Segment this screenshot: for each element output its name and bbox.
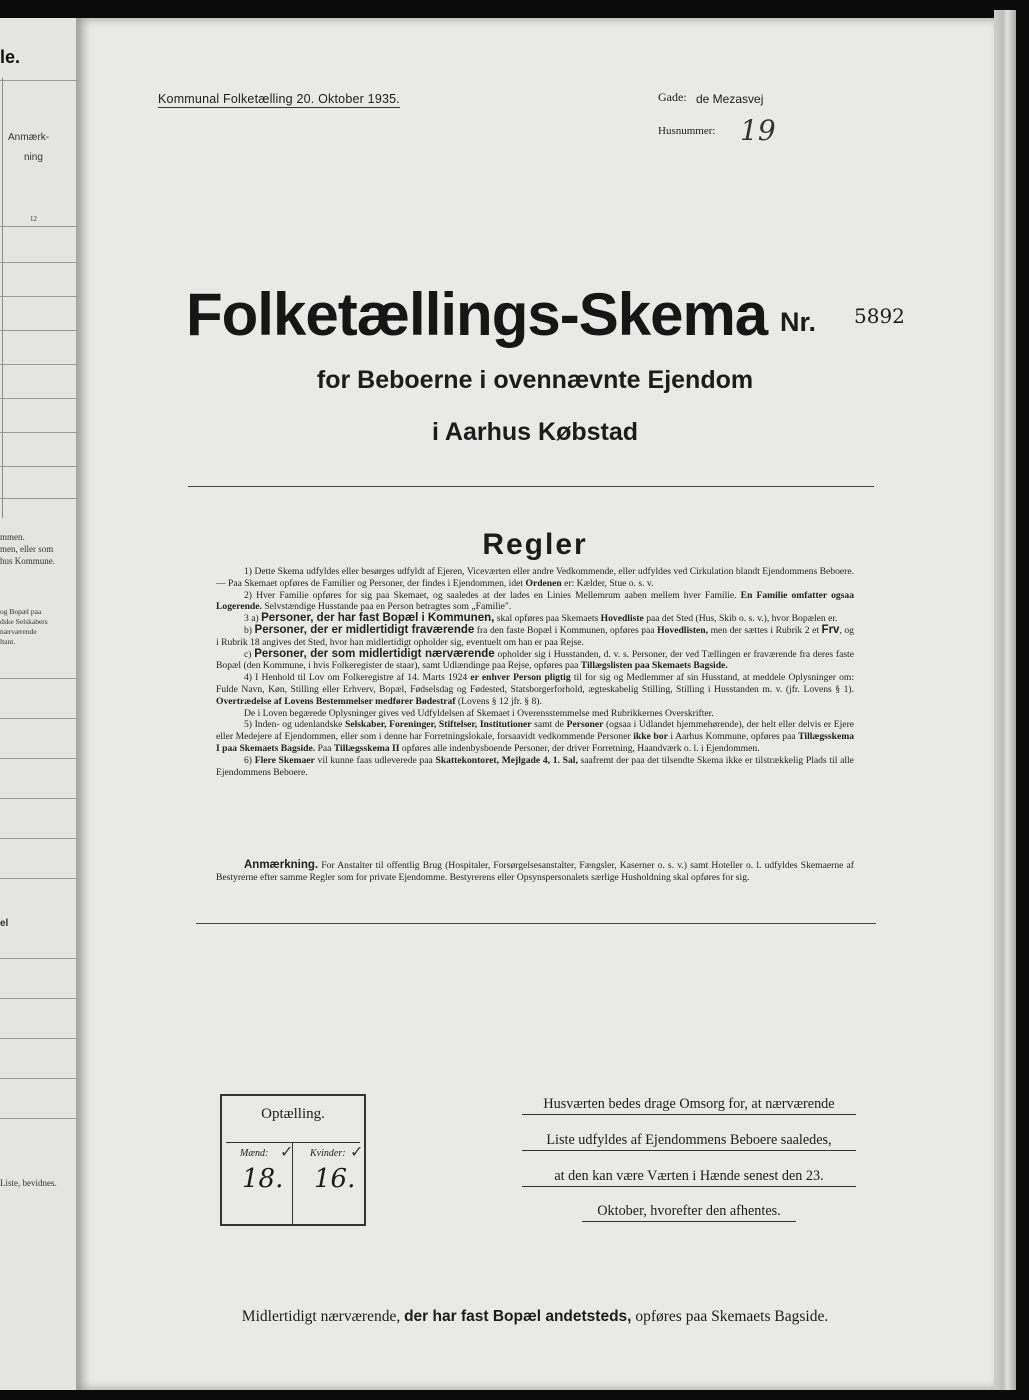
men-label: Mænd: [240, 1148, 269, 1159]
left-rule [0, 80, 76, 81]
left-rule [0, 678, 76, 679]
count-title: Optælling. [261, 1106, 325, 1122]
landlord-note-line: Husværten bedes drage Omsorg for, at nærværende [522, 1096, 856, 1115]
women-label: Kvinder: [310, 1148, 346, 1159]
remark-paragraph [216, 860, 854, 884]
left-rule [0, 432, 76, 433]
left-rule [0, 498, 76, 499]
remark-label: Anmærkning. [244, 859, 319, 871]
left-fragment-text: og Bopæl paa [0, 607, 42, 616]
left-fragment-heading: le. [0, 47, 21, 67]
landlord-note-line: Liste udfyldes af Ejendommens Beboere saaledes, [522, 1132, 856, 1151]
left-rule [0, 466, 76, 467]
left-fragment-text: nærværende [0, 627, 37, 636]
house-number-value: 19 [740, 114, 776, 147]
left-rule [0, 958, 76, 959]
rules-heading: Regler [482, 528, 588, 561]
left-rule [0, 838, 76, 839]
left-rule [0, 364, 76, 365]
form-subtitle: for Beboerne i ovennævnte Ejendom [316, 366, 754, 394]
page-edge [994, 10, 1016, 1390]
rule-3c: c) Personer, der som midlertidigt nærværende opholder sig i Husstanden, d. v. s. Personer, der ved Tællingen er fraværende fra deres faste Bopæl (den Kommune, i hvis Folkeregister de staar), samt Udlændinge paa Rejse, opføres paa Tillægslisten paa Skemaets Bagside. [216, 647, 854, 672]
left-rule [0, 798, 76, 799]
left-page-fragment [0, 18, 76, 1390]
rule-2: 2) Hver Familie opføres for sig paa Skemaet, og saaledes at der lades en Linies Mellemrum aaben mellem hver Familie. En Familie omfatter ogsaa Logerende. Selvstændige Husstande paa en Person betragtes som „Familie". [216, 589, 854, 613]
left-fragment-text: mmen. [0, 532, 25, 542]
left-fragment-text: Liste, bevidnes. [0, 1178, 57, 1188]
rule-1: 1) Dette Skema udfyldes eller besørges udfyldt af Ejeren, Viceværten eller andre Vedkommende, eller udfyldes ved Cirkulation blandt Ejendommens Beboere. — Paa Skemaet opføres de Familier og Personer, der findes i Ejendommen, idet Ordenen er: Kælder, Stue o. s. v. [216, 566, 854, 589]
left-rule [0, 998, 76, 999]
left-rule [0, 262, 76, 263]
rule-4: 4) I Henhold til Lov om Folkeregistre af 14. Marts 1924 er enhver Person pligtig til for sig og Medlemmer af sin Husstand, at meddele Oplysninger om: Fulde Navn, Køn, Stilling eller Erhverv, Bopæl, Fødselsdag og Fødested, Statsborgerforhold, ægteskabelig Stilling, Stilling i Husstanden m. v. (jfr. Lovens § 1). Overtrædelse af Lovens Bestemmelser medfører Bødestraf (Lovens § 12 jfr. § 8). [216, 672, 854, 707]
left-rule [0, 1118, 76, 1119]
rule-4b: De i Loven begærede Oplysninger gives ved Udfyldelsen af Skemaet i Overensstemmelse med Rubrikkernes Overskrifter. [244, 707, 714, 719]
count-box [220, 1094, 366, 1226]
left-column-line [2, 78, 3, 518]
census-form-page [76, 18, 994, 1390]
left-fragment-text: el [0, 918, 9, 929]
check-mark-icon: ✓ [280, 1142, 294, 1161]
rule-6: 6) Flere Skemaer vil kunne faas udleverede paa Skattekontoret, Mejlgade 4, 1. Sal, saafremt der paa det tilsendte Skema ikke er tilstrækkelig Plads til alle Ejendommens Beboere. [216, 754, 854, 778]
form-number-value: 5892 [854, 304, 905, 328]
left-fragment-text: dske Selskabers [0, 617, 48, 626]
left-fragment-text: ltant. [0, 637, 16, 646]
street-label: Gade: [658, 90, 687, 104]
left-rule [0, 296, 76, 297]
left-fragment-text: hus Kommune. [0, 556, 55, 566]
footer-note: Midlertidigt nærværende, der har fast Bopæl andetsteds, opføres paa Skemaets Bagside. [241, 1308, 829, 1325]
left-fragment-text: men, eller som [0, 544, 54, 554]
divider [196, 923, 876, 924]
left-rule [0, 330, 76, 331]
left-rule [0, 878, 76, 879]
left-fragment-column: Anmærk- [8, 132, 50, 143]
check-mark-icon: ✓ [350, 1142, 364, 1161]
rule-3a: 3 a) Personer, der har fast Bopæl i Kommunen, skal opføres paa Skemaets Hovedliste paa det Sted (Hus, Skib o. s. v.), hvor Bopælen er. [244, 612, 838, 625]
remark-text: For Anstalter til offentlig Brug (Hospitaler, Forsørgelsesanstalter, Fængsler, Kaserner o. s. v.) samt Hoteller o. l. udfyldes Skemaerne af Bestyrerne efter samme Regler som for private Ejendomme. Bestyrerens eller Opsynspersonalets særlige Husholdning skal opføres for sig. [216, 860, 854, 883]
left-rule [0, 1038, 76, 1039]
street-value: de Mezasvej [696, 92, 764, 106]
men-count-value: 18. [242, 1164, 284, 1194]
landlord-note-line: Oktober, hvorefter den afhentes. [582, 1203, 796, 1222]
left-rule [0, 1078, 76, 1079]
form-subtitle-city: i Aarhus Købstad [431, 418, 639, 446]
form-title: Folketællings-Skema [186, 281, 768, 348]
rule-5: 5) Inden- og udenlandske Selskaber, Foreninger, Stiftelser, Institutioner samt de Personer (ogsaa i Udlandet hjemmehørende), der helt eller delvis er Ejere eller Medejere af Ejendommen, eller som i denne har Forretningslokale, forsaavidt vedkommende Personer ikke bor i Aarhus Kommune, opføres paa Tillægsskema I paa Skemaets Bagside. Paa Tillægsskema II opføres alle indenbysboende Personer, der driver Forretning, Haandværk o. l. i Ejendommen. [216, 719, 855, 754]
left-fragment-number: 12 [30, 215, 37, 223]
divider [188, 486, 874, 487]
left-rule [0, 718, 76, 719]
rule-3b: b) Personer, der er midlertidigt fraværende fra den faste Bopæl i Kommunen, opføres paa Hovedlisten, men der sættes i Rubrik 2 et Frv, og i Rubrik 18 angives det Sted, hvor han midlertidigt opholder sig, eventuelt om han er paa Rejse. [216, 623, 854, 648]
rules-body [216, 566, 854, 778]
left-rule [0, 398, 76, 399]
left-rule [0, 226, 76, 227]
landlord-note-line: at den kan være Værten i Hænde senest den 23. [522, 1168, 856, 1187]
house-number-label: Husnummer: [658, 125, 716, 137]
census-heading: Kommunal Folketælling 20. Oktober 1935. [158, 92, 400, 106]
left-rule [0, 758, 76, 759]
form-number-label: Nr. [780, 307, 817, 337]
women-count-value: 16. [314, 1164, 356, 1194]
left-fragment-column-2: ning [24, 152, 43, 163]
